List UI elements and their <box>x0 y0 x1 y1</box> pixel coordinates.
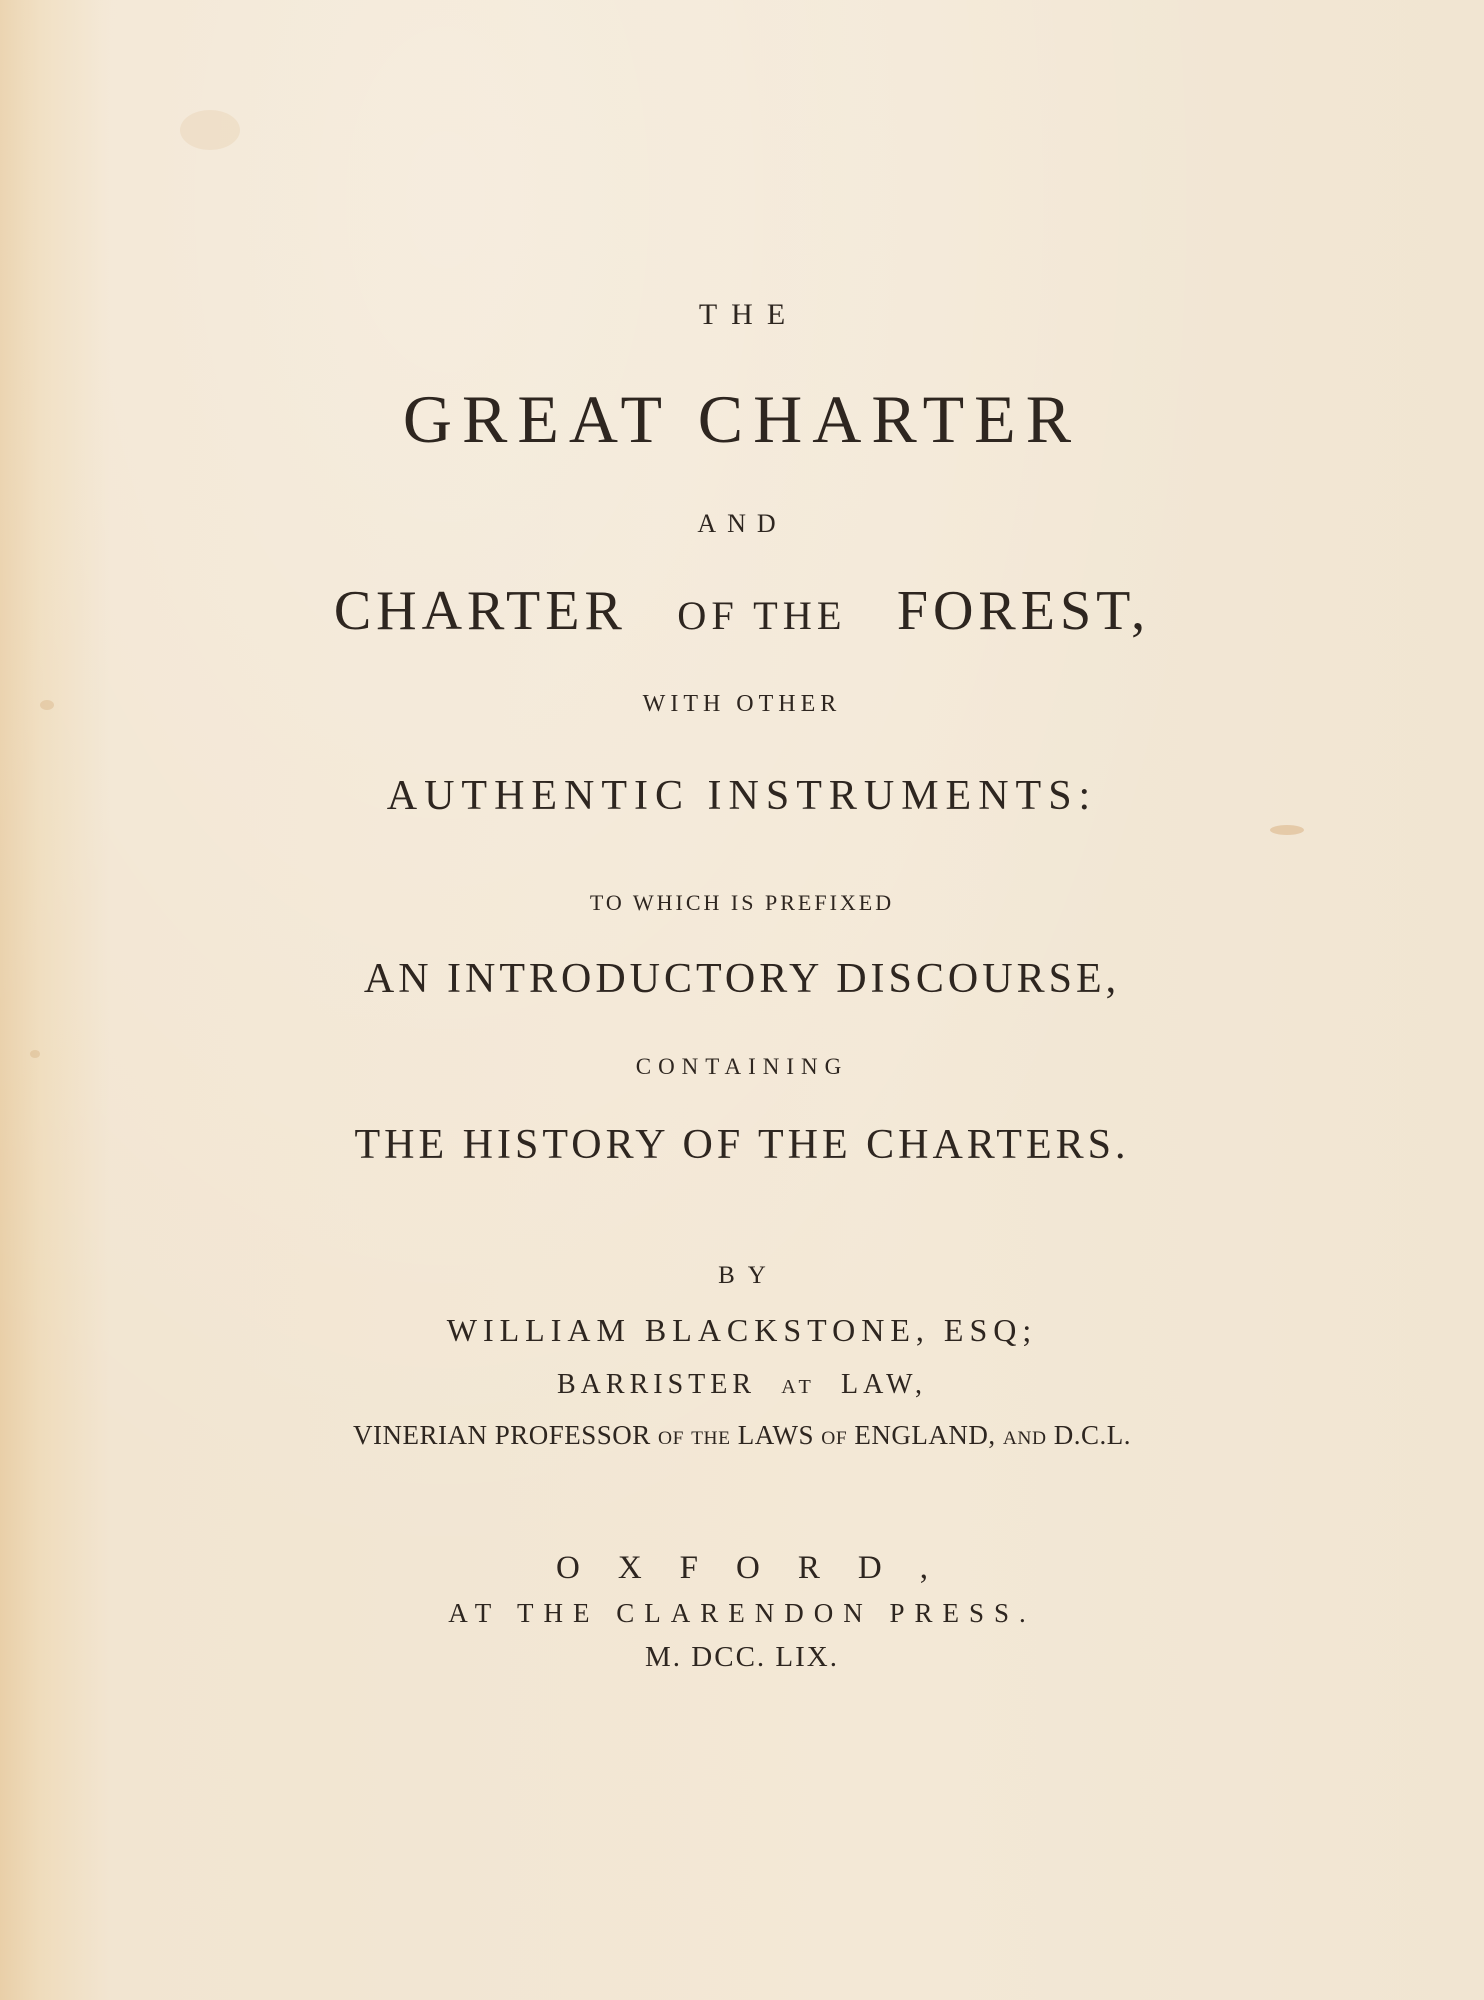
of-word: OF <box>658 1428 684 1449</box>
dcl-word: D.C.L. <box>1053 1420 1132 1450</box>
title-the: THE <box>698 298 800 331</box>
subtitle-introductory-discourse: AN INTRODUCTORY DISCOURSE, <box>363 956 1121 1002</box>
vinerian-professor-word: VINERIAN PROFESSOR <box>352 1420 651 1450</box>
subtitle-with-other: WITH OTHER <box>642 691 842 717</box>
the-word: THE <box>691 1428 731 1449</box>
forest-word: FOREST, <box>896 580 1151 642</box>
barrister-word: BARRISTER <box>557 1369 757 1400</box>
imprint-press: AT THE CLARENDON PRESS. <box>448 1598 1036 1628</box>
subtitle-to-which-is-prefixed: TO WHICH IS PREFIXED <box>589 890 895 915</box>
author-name: WILLIAM BLACKSTONE, ESQ; <box>446 1312 1038 1348</box>
author-title-vinerian <box>0 1422 1484 1449</box>
title-great-charter: GREAT CHARTER <box>402 381 1082 457</box>
imprint-date: M. DCC. LIX. <box>645 1641 839 1673</box>
title-and: AND <box>697 509 787 538</box>
paper-stain <box>180 110 240 150</box>
subtitle-containing: CONTAINING <box>635 1054 849 1079</box>
of-the-word: OF THE <box>677 593 847 638</box>
and-word: AND <box>1002 1428 1047 1449</box>
charter-word: CHARTER <box>333 580 627 642</box>
laws-word: LAWS <box>737 1420 815 1450</box>
subtitle-authentic-instruments: AUTHENTIC INSTRUMENTS: <box>386 773 1098 819</box>
title-charter-of-the-forest <box>0 580 1484 642</box>
imprint-oxford: OXFORD, <box>556 1550 966 1586</box>
author-title-barrister <box>0 1371 1484 1399</box>
at-word: AT <box>781 1376 816 1398</box>
law-word: LAW, <box>841 1369 927 1400</box>
paper-stain <box>1270 825 1304 835</box>
byline-by: BY <box>718 1262 779 1289</box>
of-word: OF <box>821 1428 848 1449</box>
england-word: ENGLAND, <box>854 1420 996 1450</box>
subtitle-history-of-charters: THE HISTORY OF THE CHARTERS. <box>354 1122 1130 1168</box>
